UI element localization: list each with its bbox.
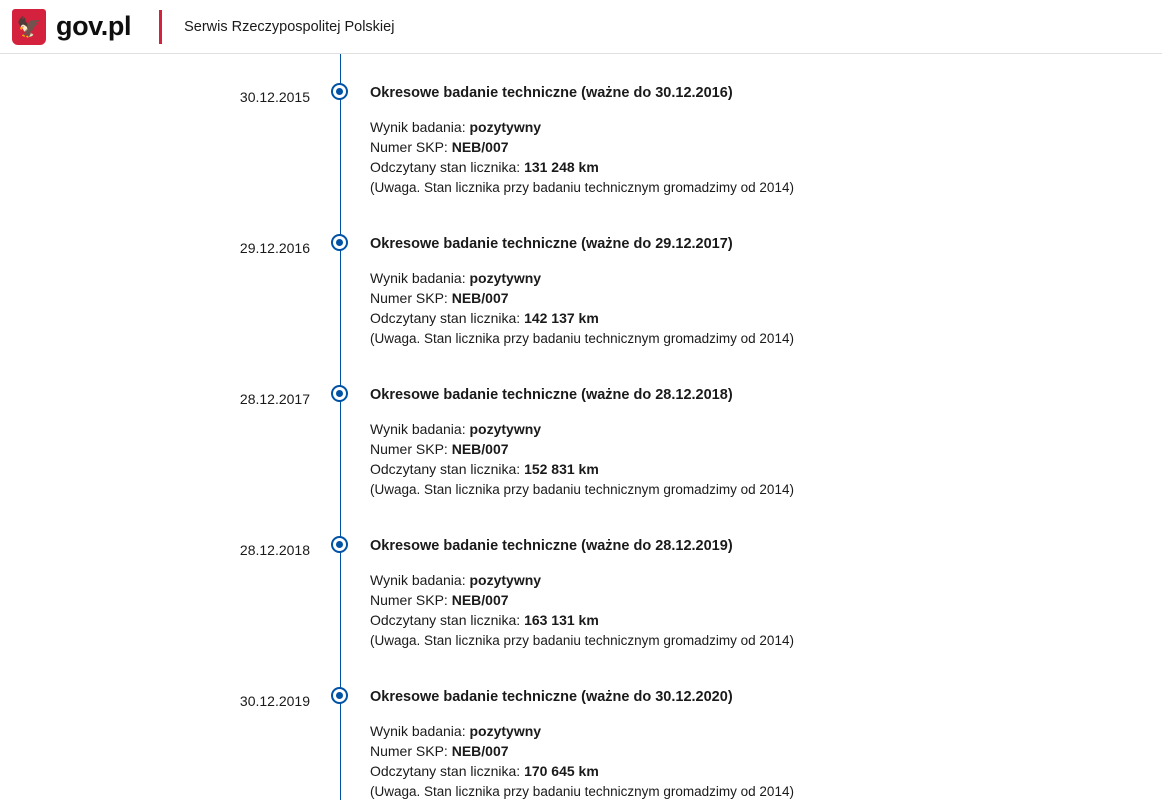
timeline-dot-icon — [331, 687, 348, 704]
entry-result-value: pozytywny — [469, 420, 542, 437]
entry-odometer — [370, 460, 1138, 480]
entry-result — [370, 571, 1138, 591]
entry-date: 29.12.2016 — [239, 240, 310, 256]
entry-skp-label: Numer SKP: — [370, 440, 448, 457]
entry-skp-label: Numer SKP: — [370, 742, 448, 759]
entry-result-label: Wynik badania: — [370, 571, 466, 588]
timeline-entry — [0, 225, 1162, 376]
entry-body — [370, 678, 1162, 800]
entry-marker — [310, 376, 370, 526]
eagle-glyph: 🦅 — [16, 14, 42, 39]
entry-body — [370, 225, 1162, 375]
entry-odometer-label: Odczytany stan licznika: — [370, 309, 521, 326]
entry-body — [370, 74, 1162, 224]
entry-date: 28.12.2018 — [239, 542, 310, 558]
timeline-dot-icon — [331, 234, 348, 251]
entry-result-label: Wynik badania: — [370, 269, 466, 286]
entry-marker — [310, 74, 370, 224]
entry-skp — [370, 742, 1138, 762]
entry-odometer-label: Odczytany stan licznika: — [370, 611, 521, 628]
timeline-entry — [0, 74, 1162, 225]
entry-result-value: pozytywny — [469, 269, 542, 286]
entry-odometer — [370, 611, 1138, 631]
entry-note: (Uwaga. Stan licznika przy badaniu technicznym gromadzimy od 2014) — [370, 633, 794, 649]
entry-title: Okresowe badanie techniczne (ważne do 29.12.2017) — [370, 236, 733, 252]
timeline-entry — [0, 678, 1162, 800]
entry-result-label: Wynik badania: — [370, 722, 466, 739]
entry-skp-value: NEB/007 — [451, 138, 509, 155]
entry-skp-value: NEB/007 — [451, 289, 509, 306]
polish-eagle-emblem-icon — [12, 9, 46, 45]
entry-odometer-value: 170 645 km — [524, 762, 599, 779]
brand-name: gov.pl — [56, 11, 132, 41]
entry-odometer — [370, 158, 1138, 178]
entry-skp — [370, 591, 1138, 611]
entry-date: 30.12.2019 — [239, 693, 310, 709]
entry-marker — [310, 225, 370, 375]
entry-result-value: pozytywny — [469, 722, 542, 739]
entry-title: Okresowe badanie techniczne (ważne do 30.12.2020) — [370, 689, 733, 705]
entry-note: (Uwaga. Stan licznika przy badaniu technicznym gromadzimy od 2014) — [370, 331, 794, 347]
entry-odometer — [370, 762, 1138, 782]
entry-odometer-value: 152 831 km — [524, 460, 599, 477]
entry-skp-value: NEB/007 — [451, 440, 509, 457]
entry-odometer-label: Odczytany stan licznika: — [370, 158, 521, 175]
service-name: Serwis Rzeczypospolitej Polskiej — [184, 18, 395, 35]
entry-note: (Uwaga. Stan licznika przy badaniu technicznym gromadzimy od 2014) — [370, 180, 794, 196]
entry-skp — [370, 289, 1138, 309]
entry-result — [370, 420, 1138, 440]
timeline-entry — [0, 376, 1162, 527]
entry-skp-label: Numer SKP: — [370, 138, 448, 155]
entry-skp-label: Numer SKP: — [370, 289, 448, 306]
entry-odometer-label: Odczytany stan licznika: — [370, 762, 521, 779]
entry-result — [370, 269, 1138, 289]
entry-note: (Uwaga. Stan licznika przy badaniu technicznym gromadzimy od 2014) — [370, 482, 794, 498]
entry-title: Okresowe badanie techniczne (ważne do 28.12.2018) — [370, 387, 733, 403]
header-divider — [159, 10, 162, 44]
entry-odometer — [370, 309, 1138, 329]
entry-result — [370, 118, 1138, 138]
entry-date: 30.12.2015 — [239, 89, 310, 105]
entry-odometer-value: 142 137 km — [524, 309, 599, 326]
entry-result-label: Wynik badania: — [370, 420, 466, 437]
entry-body — [370, 376, 1162, 526]
entry-result — [370, 722, 1138, 742]
entry-marker — [310, 678, 370, 800]
timeline-dot-icon — [331, 536, 348, 553]
entry-odometer-value: 163 131 km — [524, 611, 599, 628]
timeline-scroll-area[interactable] — [0, 54, 1162, 800]
entry-skp-value: NEB/007 — [451, 742, 509, 759]
entry-skp-label: Numer SKP: — [370, 591, 448, 608]
timeline-entry — [0, 527, 1162, 678]
entry-skp-value: NEB/007 — [451, 591, 509, 608]
site-header — [0, 0, 1162, 54]
timeline-dot-icon — [331, 385, 348, 402]
entry-note: (Uwaga. Stan licznika przy badaniu technicznym gromadzimy od 2014) — [370, 784, 794, 800]
inspection-timeline — [0, 54, 1162, 800]
entry-body — [370, 527, 1162, 677]
entry-result-value: pozytywny — [469, 571, 542, 588]
entry-odometer-value: 131 248 km — [524, 158, 599, 175]
entry-result-label: Wynik badania: — [370, 118, 466, 135]
entry-skp — [370, 440, 1138, 460]
entry-result-value: pozytywny — [469, 118, 542, 135]
entry-skp — [370, 138, 1138, 158]
entry-odometer-label: Odczytany stan licznika: — [370, 460, 521, 477]
entry-title: Okresowe badanie techniczne (ważne do 30.12.2016) — [370, 85, 733, 101]
entry-date: 28.12.2017 — [239, 391, 310, 407]
gov-pl-brand[interactable] — [8, 9, 131, 45]
entry-marker — [310, 527, 370, 677]
timeline-dot-icon — [331, 83, 348, 100]
entry-title: Okresowe badanie techniczne (ważne do 28.12.2019) — [370, 538, 733, 554]
